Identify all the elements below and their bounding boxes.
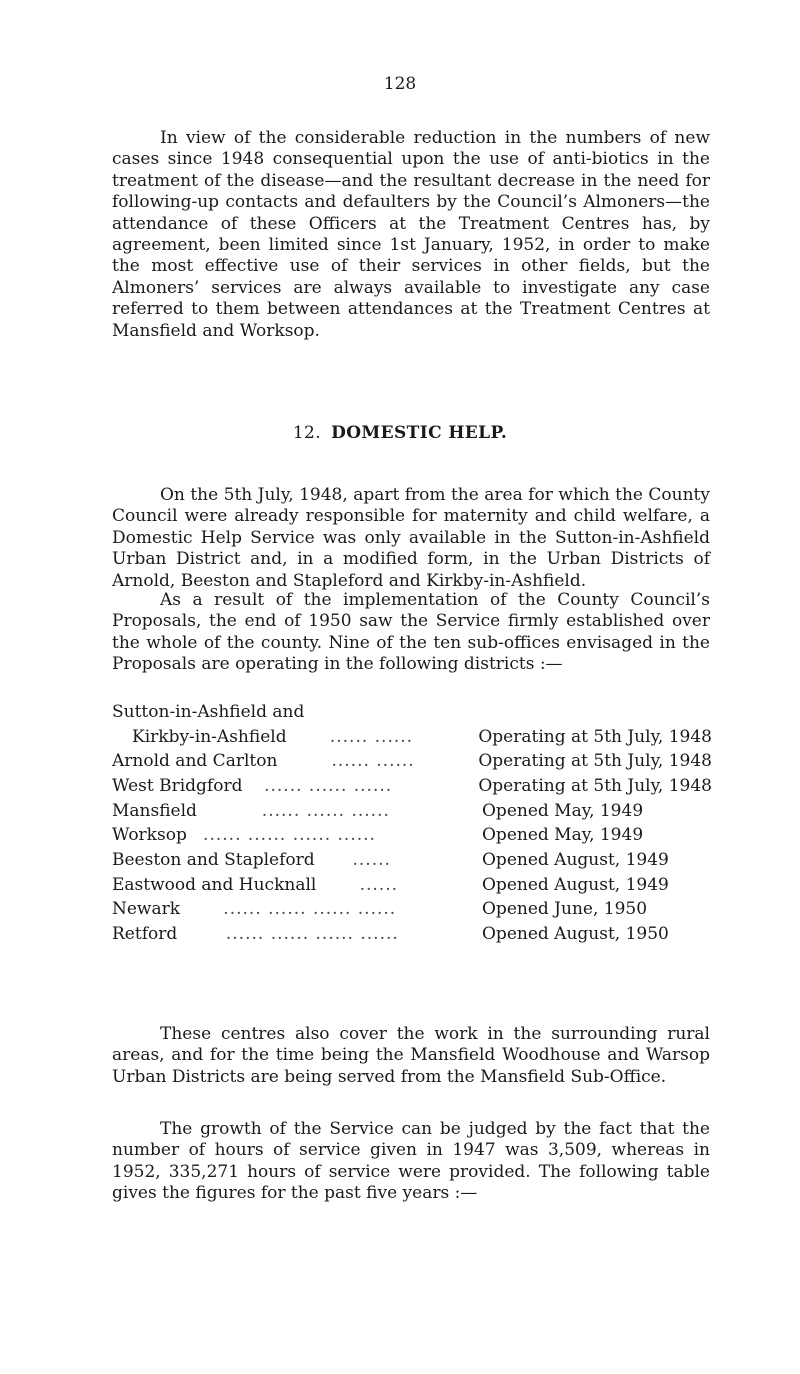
district-name: Kirkby-in-Ashfield <box>132 726 287 747</box>
district-row <box>112 799 712 824</box>
district-list <box>112 700 712 947</box>
district-name: Eastwood and Hucknall <box>112 874 317 895</box>
leader-dots: ...... ...... ...... <box>261 800 390 821</box>
district-status: Opened May, 1949 <box>482 800 644 821</box>
district-list-first-line: Sutton-in-Ashfield and <box>112 702 305 722</box>
district-status: Opened August, 1950 <box>482 924 669 944</box>
district-row <box>112 873 712 898</box>
leader-dots: ...... ...... ...... ...... <box>225 924 399 944</box>
leader-dots: ...... ...... <box>331 751 415 772</box>
district-status: Opened May, 1949 <box>482 825 644 846</box>
leader-dots: ...... <box>352 849 391 870</box>
section-title: DOMESTIC HELP. <box>331 423 508 443</box>
section-number: 12. <box>292 423 322 443</box>
district-name: Worksop <box>112 825 187 846</box>
district-name: Newark <box>112 899 181 920</box>
intro-paragraph: In view of the considerable reduction in the numbers of new cases since 1948 consequential upon the use of anti-biotics in the treatment of the disease—and the resultant decrease in the need for following-up contacts and defaulters by the Council’s Almoners—the attendance of these Officers at the Treatment Centres has, by agreement, been limited since 1st January, 1952, in order to make the most effective use of their services in other fields, but the Almoners’ services are always available to investigate any case referred to them between attendances at the Treatment Centres at Mansfield and Worksop. <box>112 128 710 341</box>
district-status: Opened August, 1949 <box>482 874 669 895</box>
domestic-help-paragraph: On the 5th July, 1948, apart from the area for which the County Council were already responsible for maternity and child welfare, a Domestic Help Service was only available in the Sutton-in-Ashfield Urban District and, in a modified form, in the Urban Districts of Arnold, Beeston and Stapleford and Kirkby-in-Ashfield. <box>112 485 710 591</box>
district-status: Operating at 5th July, 1948 <box>478 726 712 747</box>
page-number: 128 <box>383 74 417 94</box>
district-row <box>112 848 712 873</box>
proposals-paragraph: As a result of the implementation of the County Council’s Proposals, the end of 1950 saw the Service firmly established over the whole of the county. Nine of the ten sub-offices envisaged in the Proposals are operating in the following districts :— <box>112 590 710 675</box>
district-name: Beeston and Stapleford <box>112 849 315 870</box>
district-row <box>112 823 712 848</box>
district-status: Operating at 5th July, 1948 <box>478 751 712 772</box>
district-name: Retford <box>112 924 178 944</box>
rural-areas-paragraph: These centres also cover the work in the surrounding rural areas, and for the time being the Mansfield Woodhouse and Warsop Urban Districts are being served from the Mansfield Sub-Office. <box>112 1024 710 1087</box>
district-row <box>112 897 712 922</box>
district-name: Mansfield <box>112 800 197 821</box>
leader-dots: ...... <box>359 874 399 895</box>
service-growth-paragraph: The growth of the Service can be judged by the fact that the number of hours of service given in 1947 was 3,509, whereas in 1952, 335,271 hours of service were provided. The following table gives the figures for the past five years :— <box>112 1119 710 1204</box>
leader-dots: ...... ...... <box>329 726 414 747</box>
leader-dots: ...... ...... ...... ...... <box>203 825 376 846</box>
district-status: Operating at 5th July, 1948 <box>478 775 712 796</box>
district-name: West Bridgford <box>112 775 243 796</box>
leader-dots: ...... ...... ...... ...... <box>223 899 397 920</box>
district-row <box>112 749 712 774</box>
district-row <box>112 922 712 947</box>
leader-dots: ...... ...... ...... <box>264 775 393 796</box>
district-name: Arnold and Carlton <box>112 751 278 772</box>
district-row <box>112 774 712 799</box>
district-status: Opened June, 1950 <box>482 899 648 920</box>
district-status: Opened August, 1949 <box>482 849 669 870</box>
section-heading <box>0 423 800 443</box>
district-row <box>112 725 712 750</box>
